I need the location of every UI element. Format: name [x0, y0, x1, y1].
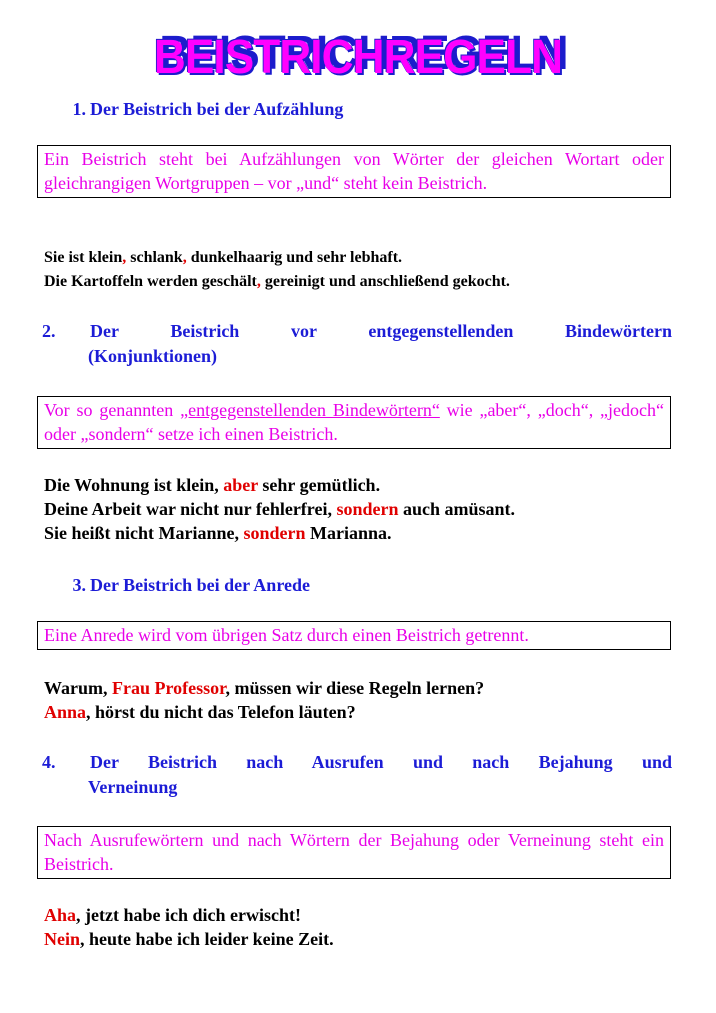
section-1-heading [42, 97, 672, 122]
example-line: Anna, hörst du nicht das Telefon läuten? [44, 702, 356, 722]
example-line: Die Kartoffeln werden geschält, gereinigt und anschließend gekocht. [44, 273, 510, 290]
section-4-heading-line2: Verneinung [88, 777, 178, 797]
underlined-term: „entgegenstellenden Bindewörtern“ [180, 400, 440, 420]
example-line: Nein, heute habe ich leider keine Zeit. [44, 929, 334, 949]
section-2-examples [44, 473, 684, 545]
section-2-rule: Vor so genannten „entgegenstellenden Bindewörtern“ wie „aber“, „doch“, „jedoch“ oder „sondern“ setze ich einen Beistrich. [37, 396, 671, 449]
section-4-heading-line1: Der Beistrich nach Ausrufen und nach Bejahung und [90, 752, 672, 772]
example-line: Sie ist klein, schlank, dunkelhaarig und sehr lebhaft. [44, 249, 403, 266]
section-3-heading [42, 573, 672, 598]
section-4-examples [44, 903, 684, 951]
section-1-rule: Ein Beistrich steht bei Aufzählungen von Wörter der gleichen Wortart oder gleichrangigen Wortgruppen – vor „und“ steht kein Beistrich. [37, 145, 671, 198]
section-2-heading-line1: Der Beistrich vor entgegenstellenden Bindewörtern [90, 321, 672, 341]
example-line: Deine Arbeit war nicht nur fehlerfrei, sondern auch amüsant. [44, 499, 516, 519]
section-3-rule: Eine Anrede wird vom übrigen Satz durch einen Beistrich getrennt. [37, 621, 671, 650]
section-1-examples [44, 246, 684, 294]
section-2-heading [42, 319, 672, 369]
example-line: Die Wohnung ist klein, aber sehr gemütlich. [44, 475, 381, 495]
page-title: BEISTRICHREGELN [153, 31, 563, 84]
section-3-number: 3. [72, 575, 86, 595]
section-4-number: 4. [42, 752, 56, 772]
section-2-heading-line2: (Konjunktionen) [88, 346, 218, 366]
section-2-number: 2. [42, 321, 56, 341]
section-3-examples [44, 676, 684, 724]
example-line: Sie heißt nicht Marianne, sondern Marianna. [44, 523, 392, 543]
section-3-heading-text: Der Beistrich bei der Anrede [90, 575, 310, 595]
example-line: Warum, Frau Professor, müssen wir diese Regeln lernen? [44, 678, 485, 698]
section-1-heading-text: Der Beistrich bei der Aufzählung [90, 99, 344, 119]
example-line: Aha, jetzt habe ich dich erwischt! [44, 905, 301, 925]
section-4-rule: Nach Ausrufewörtern und nach Wörtern der Bejahung oder Verneinung steht ein Beistrich. [37, 826, 671, 879]
section-1-number: 1. [72, 99, 86, 119]
section-4-heading [42, 750, 672, 800]
